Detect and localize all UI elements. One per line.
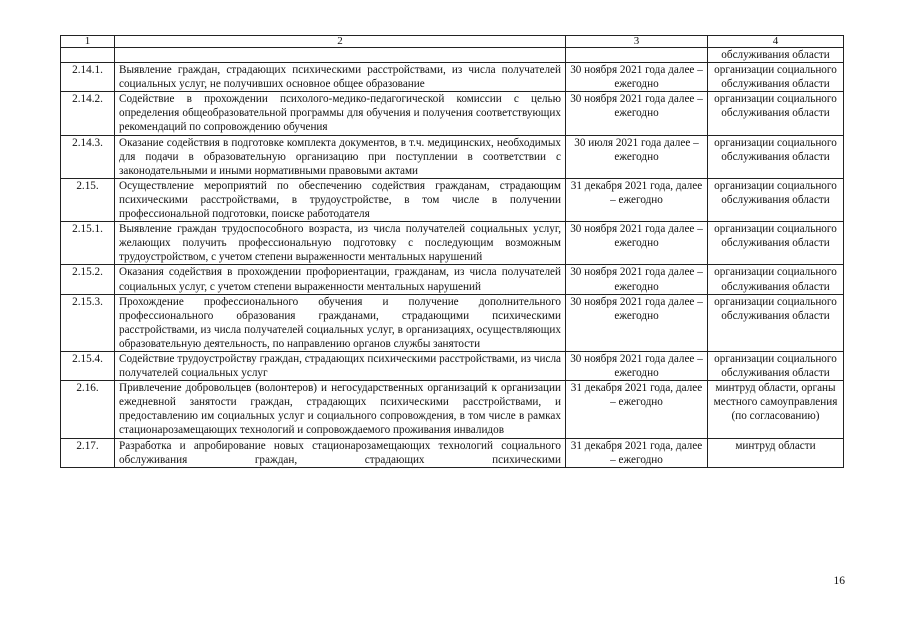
row-number: 2.14.3. xyxy=(61,135,115,178)
table-row xyxy=(61,178,844,221)
row-deadline xyxy=(566,48,708,63)
table-row xyxy=(61,381,844,438)
row-executor: организации социального обслуживания области xyxy=(708,222,844,265)
header-col-4: 4 xyxy=(708,36,844,48)
row-measure: Оказания содействия в прохождении профориентации, гражданам, из числа получателей социальных услуг, с учетом степени выраженности ментальных нарушений xyxy=(115,265,566,294)
row-deadline: 30 июля 2021 года далее – ежегодно xyxy=(566,135,708,178)
row-deadline: 31 декабря 2021 года, далее – ежегодно xyxy=(566,438,708,467)
page-number: 16 xyxy=(833,575,845,587)
table-row xyxy=(61,63,844,92)
row-measure: Содействие в прохождении психолого-медико-педагогической комиссии с целью определения общеобразовательной программы для обучения и получения соответствующих рекомендаций по сопровождению обучения xyxy=(115,92,566,135)
row-deadline: 30 ноября 2021 года далее – ежегодно xyxy=(566,294,708,351)
row-number: 2.15.3. xyxy=(61,294,115,351)
table-row xyxy=(61,265,844,294)
row-deadline: 30 ноября 2021 года далее – ежегодно xyxy=(566,63,708,92)
row-executor: организации социального обслуживания области xyxy=(708,135,844,178)
row-deadline: 30 ноября 2021 года далее – ежегодно xyxy=(566,92,708,135)
document-page xyxy=(60,35,843,468)
header-col-2: 2 xyxy=(115,36,566,48)
table-row xyxy=(61,351,844,380)
row-number: 2.14.2. xyxy=(61,92,115,135)
table-row xyxy=(61,438,844,467)
header-col-1: 1 xyxy=(61,36,115,48)
table-row xyxy=(61,135,844,178)
plan-table xyxy=(60,35,844,468)
row-executor: обслуживания области xyxy=(708,48,844,63)
table-row xyxy=(61,294,844,351)
row-deadline: 30 ноября 2021 года далее – ежегодно xyxy=(566,265,708,294)
table-row xyxy=(61,222,844,265)
header-col-3: 3 xyxy=(566,36,708,48)
row-number xyxy=(61,48,115,63)
row-deadline: 31 декабря 2021 года, далее – ежегодно xyxy=(566,178,708,221)
row-executor: организации социального обслуживания области xyxy=(708,92,844,135)
row-deadline: 30 ноября 2021 года далее – ежегодно xyxy=(566,351,708,380)
table-row xyxy=(61,48,844,63)
header-row xyxy=(61,36,844,48)
row-number: 2.14.1. xyxy=(61,63,115,92)
row-executor: организации социального обслуживания области xyxy=(708,351,844,380)
row-measure: Выявление граждан, страдающих психическими расстройствами, из числа получателей социальных услуг, не получивших основное общее образование xyxy=(115,63,566,92)
row-number: 2.15.1. xyxy=(61,222,115,265)
row-measure: Выявление граждан трудоспособного возраста, из числа получателей социальных услуг, желающих получить профессиональную подготовку с последующим возможным трудоустройством, с учетом степени выраженности ментальных нарушений xyxy=(115,222,566,265)
row-executor: организации социального обслуживания области xyxy=(708,178,844,221)
row-measure: Прохождение профессионального обучения и получение дополнительного профессионального образования гражданами, страдающими психическими расстройствами, из числа получателей социальных услуг, в организациях, осуществляющих образовательную деятельность, по направлению органов службы занятости xyxy=(115,294,566,351)
row-executor: организации социального обслуживания области xyxy=(708,294,844,351)
row-executor: организации социального обслуживания области xyxy=(708,63,844,92)
row-number: 2.16. xyxy=(61,381,115,438)
row-measure: Осуществление мероприятий по обеспечению содействия гражданам, страдающим психическими расстройствами, в трудоустройстве, в том числе в получении профессиональной подготовки, поиске работодателя xyxy=(115,178,566,221)
row-measure xyxy=(115,48,566,63)
row-number: 2.17. xyxy=(61,438,115,467)
row-number: 2.15.2. xyxy=(61,265,115,294)
row-measure: Привлечение добровольцев (волонтеров) и негосударственных организаций к организации ежедневной занятости граждан, страдающих психическими расстройствами, и предоставлению им социальных услуг и социального сопровождения, в том числе в рамках стационарозамещающих технологий и сопровождаемого проживания инвалидов xyxy=(115,381,566,438)
row-executor: минтруд области, органы местного самоуправления (по согласованию) xyxy=(708,381,844,438)
row-measure: Содействие трудоустройству граждан, страдающих психическими расстройствами, из числа получателей социальных услуг xyxy=(115,351,566,380)
row-number: 2.15.4. xyxy=(61,351,115,380)
row-deadline: 30 ноября 2021 года далее – ежегодно xyxy=(566,222,708,265)
row-executor: организации социального обслуживания области xyxy=(708,265,844,294)
row-measure: Оказание содействия в подготовке комплекта документов, в т.ч. медицинских, необходимых для подачи в образовательную организацию при поступлении в соответствии с законодательными и иными нормативными правовыми актами xyxy=(115,135,566,178)
row-measure: Разработка и апробирование новых стационарозамещающих технологий социального обслуживания граждан, страдающих психическими xyxy=(115,438,566,467)
row-executor: минтруд области xyxy=(708,438,844,467)
row-number: 2.15. xyxy=(61,178,115,221)
table-row xyxy=(61,92,844,135)
row-deadline: 31 декабря 2021 года, далее – ежегодно xyxy=(566,381,708,438)
